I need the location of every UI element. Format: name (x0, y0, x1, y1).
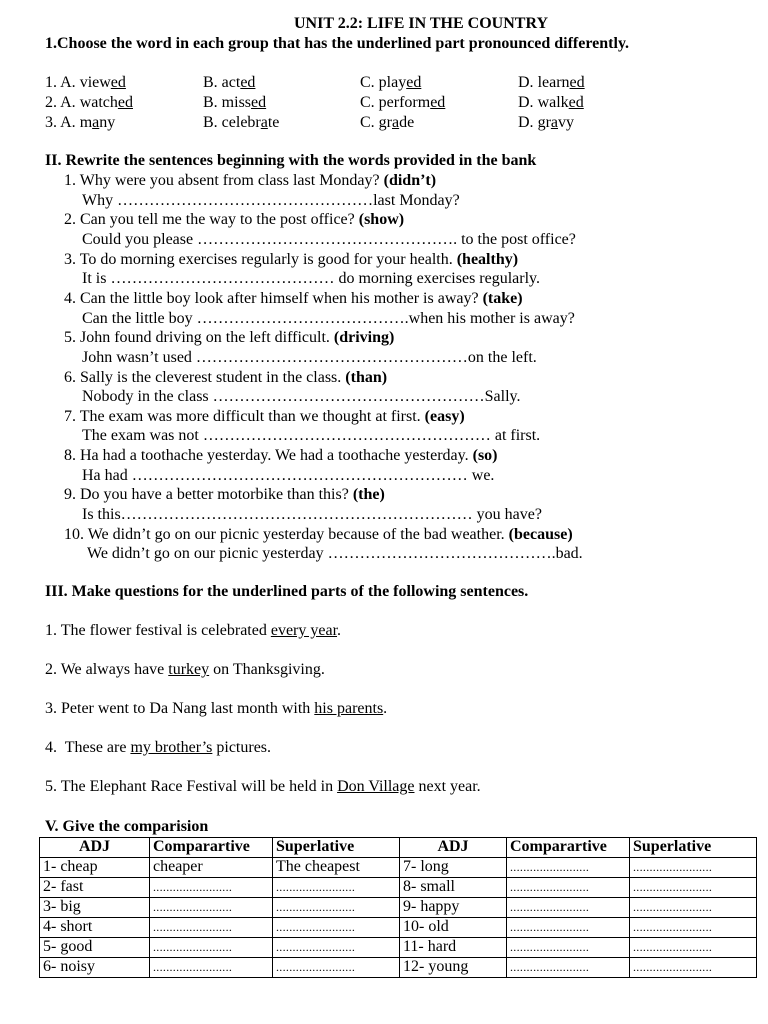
comparison-table (39, 837, 757, 978)
word-option (360, 73, 421, 93)
adjective-cell: 3- big (40, 898, 150, 918)
sentence-start: 4. These are (45, 739, 131, 756)
word-prefix: gr (378, 114, 392, 131)
answer-line: Can the little boy ………………………………….when his mother is away? (82, 309, 575, 327)
answer-blank[interactable]: ........................ (507, 858, 630, 878)
underlined-part: Don Village (337, 778, 415, 795)
adjective-cell: 12- young (400, 958, 507, 978)
answer-line: Ha had ……………………………………………………… we. (82, 466, 495, 484)
section-5-heading: V. Give the comparision (45, 818, 209, 835)
option-letter: A. (60, 74, 76, 91)
answer-cell: The cheapest (273, 858, 400, 878)
question-text: 1. Why were you absent from class last Monday? (64, 172, 380, 189)
answer-line: The exam was not ……………………………………………… at first. (82, 427, 541, 445)
underlined-part: ed (110, 74, 126, 91)
underlined-part: ed (430, 94, 446, 111)
rewrite-question (64, 171, 436, 191)
rewrite-question (64, 485, 385, 505)
word-prefix: watch (79, 94, 118, 111)
word-option (203, 93, 266, 113)
word-suffix: vy (558, 114, 574, 131)
word-option (518, 93, 584, 113)
word-prefix: learn (537, 74, 570, 91)
adjective-cell: 4- short (40, 918, 150, 938)
answer-blank[interactable]: ........................ (630, 938, 757, 958)
underlined-part: his parents (314, 700, 384, 717)
word-prefix: perform (378, 94, 431, 111)
answer-blank[interactable]: ........................ (630, 858, 757, 878)
option-letter: A. (60, 94, 76, 111)
hint-word: (than) (345, 368, 388, 386)
answer-blank[interactable]: ........................ (273, 938, 400, 958)
rewrite-question (64, 525, 573, 545)
rewrite-question (64, 289, 523, 309)
underlined-part: a (92, 114, 100, 131)
sentence-end: next year. (414, 778, 481, 795)
question-text: 7. The exam was more difficult than we thought at first. (64, 407, 421, 425)
word-prefix: act (221, 74, 241, 91)
underlined-part: my brother’s (130, 739, 213, 756)
adjective-cell: 1- cheap (40, 858, 150, 878)
adjective-cell: 5- good (40, 938, 150, 958)
option-letter: A. (60, 114, 76, 131)
question-text: 2. Can you tell me the way to the post office? (64, 211, 355, 229)
answer-blank[interactable]: ........................ (507, 898, 630, 918)
header-superlative: Superlative (273, 838, 400, 858)
word-prefix: celebr (221, 114, 261, 131)
question-text: 9. Do you have a better motorbike than this? (64, 486, 349, 504)
question-sentence (45, 777, 481, 797)
word-option (45, 113, 115, 133)
word-option (45, 93, 133, 113)
table-row (40, 958, 757, 978)
section-2-heading: II. Rewrite the sentences beginning with the words provided in the bank (45, 152, 537, 169)
table-row (40, 858, 757, 878)
word-option (360, 113, 414, 133)
answer-blank[interactable]: ........................ (507, 958, 630, 978)
answer-blank[interactable]: ........................ (273, 898, 400, 918)
underlined-part: a (392, 114, 400, 131)
answer-blank[interactable]: ........................ (630, 958, 757, 978)
page-title: UNIT 2.2: LIFE IN THE COUNTRY (294, 15, 548, 32)
adjective-cell: 10- old (400, 918, 507, 938)
word-prefix: gr (537, 114, 551, 131)
answer-line: Is this………………………………………………………… you have? (82, 506, 542, 523)
question-text: 3. To do morning exercises regularly is good for your health. (64, 250, 453, 268)
word-prefix: view (79, 74, 111, 91)
word-prefix: play (378, 74, 407, 91)
adjective-cell: 2- fast (40, 878, 150, 898)
adjective-cell: 7- long (400, 858, 507, 878)
question-text: 4. Can the little boy look after himself when his mother is away? (64, 289, 479, 307)
rewrite-question (64, 328, 394, 348)
answer-blank[interactable]: ........................ (507, 918, 630, 938)
question-text: 8. Ha had a toothache yesterday. We had a toothache yesterday. (64, 447, 469, 465)
underlined-part: ed (406, 74, 422, 91)
question-sentence (45, 621, 341, 641)
sentence-end: pictures. (212, 739, 272, 756)
answer-blank[interactable]: ........................ (507, 878, 630, 898)
answer-blank[interactable]: ........................ (273, 958, 400, 978)
word-prefix: miss (221, 94, 252, 111)
underlined-part: ed (240, 74, 256, 91)
answer-blank[interactable]: ........................ (630, 878, 757, 898)
underlined-part: a (260, 114, 268, 131)
rewrite-question (64, 210, 404, 230)
option-letter: C. (360, 114, 375, 131)
row-number: 1. (45, 74, 57, 91)
word-option (518, 73, 585, 93)
answer-line: We didn’t go on our picnic yesterday …………………………………….bad. (87, 545, 583, 563)
adjective-cell: 11- hard (400, 938, 507, 958)
hint-word: (the) (352, 486, 385, 504)
question-text: 6. Sally is the cleverest student in the class. (64, 368, 342, 386)
rewrite-question (64, 368, 387, 388)
header-comparative: Comparartive (150, 838, 273, 858)
hint-word: (easy) (424, 407, 465, 425)
option-letter: D. (518, 114, 534, 131)
option-letter: D. (518, 74, 534, 91)
answer-blank[interactable]: ........................ (630, 918, 757, 938)
answer-blank[interactable]: ........................ (150, 938, 273, 958)
table-row (40, 878, 757, 898)
table-row (40, 898, 757, 918)
word-option (203, 113, 279, 133)
sentence-start: 5. The Elephant Race Festival will be held in (45, 778, 338, 795)
answer-blank[interactable]: ........................ (150, 898, 273, 918)
hint-word: (didn’t) (383, 172, 437, 189)
word-prefix: m (79, 114, 93, 131)
word-option (360, 93, 445, 113)
sentence-end: . (337, 622, 342, 639)
underlined-part: ed (569, 74, 585, 91)
question-sentence (45, 738, 271, 758)
answer-cell: cheaper (150, 858, 273, 878)
hint-word: (so) (472, 447, 498, 465)
sentence-start: 2. We always have (45, 661, 169, 678)
answer-blank[interactable]: ........................ (150, 878, 273, 898)
word-option (45, 73, 126, 93)
answer-blank[interactable]: ........................ (150, 918, 273, 938)
answer-blank[interactable]: ........................ (273, 918, 400, 938)
underlined-part: ed (251, 94, 267, 111)
answer-line: Could you please …………………………………………. to the post office? (82, 230, 576, 248)
answer-blank[interactable]: ........................ (273, 878, 400, 898)
hint-word: (healthy) (456, 250, 519, 268)
word-prefix: walk (537, 94, 569, 111)
row-number: 3. (45, 114, 57, 131)
option-letter: B. (203, 94, 218, 111)
rewrite-question (64, 250, 518, 270)
underlined-part: ed (117, 94, 133, 111)
answer-blank[interactable]: ........................ (630, 898, 757, 918)
table-row (40, 918, 757, 938)
answer-line: John wasn’t used ……………………………………………on the left. (82, 348, 537, 366)
option-letter: C. (360, 74, 375, 91)
header-comparative: Comparartive (507, 838, 630, 858)
adjective-cell: 6- noisy (40, 958, 150, 978)
answer-line: Why …………………………………………last Monday? (82, 191, 460, 209)
question-sentence (45, 699, 387, 719)
option-letter: B. (203, 114, 218, 131)
table-row (40, 938, 757, 958)
word-suffix: te (267, 114, 280, 131)
word-option (518, 113, 574, 133)
hint-word: (take) (482, 289, 523, 307)
hint-word: (because) (508, 525, 573, 543)
hint-word: (driving) (333, 329, 395, 347)
question-text: 5. John found driving on the left difficult. (64, 329, 330, 347)
table-header-row (40, 838, 757, 858)
question-sentence (45, 660, 325, 680)
option-letter: D. (518, 94, 534, 111)
rewrite-question (64, 407, 465, 427)
option-letter: C. (360, 94, 375, 111)
sentence-start: 3. Peter went to Da Nang last month with (45, 700, 315, 717)
adjective-cell: 8- small (400, 878, 507, 898)
underlined-part: every year (270, 622, 338, 639)
word-suffix: de (399, 114, 415, 131)
row-number: 2. (45, 94, 57, 111)
question-text: 10. We didn’t go on our picnic yesterday because of the bad weather. (64, 525, 505, 543)
header-superlative: Superlative (630, 838, 757, 858)
underlined-part: turkey (168, 661, 210, 678)
option-letter: B. (203, 74, 218, 91)
header-adj: ADJ (40, 838, 150, 858)
header-adj: ADJ (400, 838, 507, 858)
answer-line: It is …………………………………… do morning exercises regularly. (82, 270, 541, 288)
section-3-heading: III. Make questions for the underlined parts of the following sentences. (45, 583, 529, 600)
word-option (203, 73, 255, 93)
hint-word: (show) (358, 211, 405, 229)
answer-line: Nobody in the class ……………………………………………Sally. (82, 388, 521, 406)
rewrite-question (64, 446, 498, 466)
answer-blank[interactable]: ........................ (150, 958, 273, 978)
adjective-cell: 9- happy (400, 898, 507, 918)
answer-blank[interactable]: ........................ (507, 938, 630, 958)
sentence-end: on Thanksgiving. (209, 661, 325, 678)
underlined-part: a (550, 114, 558, 131)
sentence-end: . (383, 700, 388, 717)
underlined-part: ed (568, 94, 584, 111)
section-1-heading: 1.Choose the word in each group that has the underlined part pronounced differently. (45, 35, 630, 52)
word-suffix: ny (99, 114, 116, 131)
sentence-start: 1. The flower festival is celebrated (45, 622, 271, 639)
